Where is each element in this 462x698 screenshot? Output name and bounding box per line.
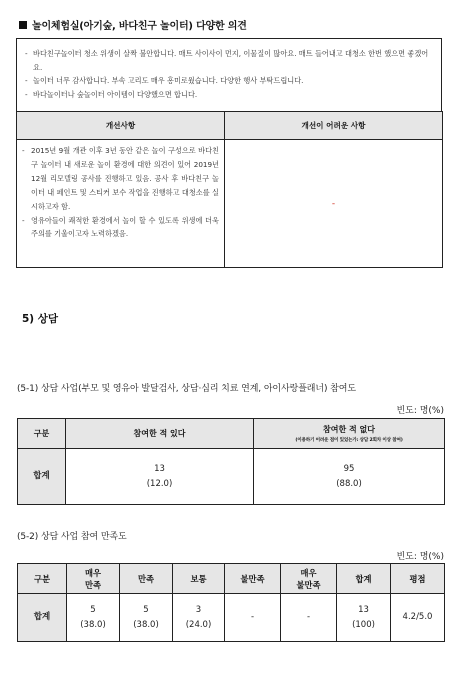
- very-satisfied-header: 매우 만족: [67, 564, 120, 594]
- note-item: - 놀이터 너무 감사합니다. 부속 고리도 매우 흥미로웠습니다. 다양한 행사 부탁드립니다.: [25, 76, 304, 86]
- consult-heading: 5) 상담: [22, 313, 59, 325]
- q2-title: (5-2) 상담 사업 참여 만족도: [17, 532, 127, 542]
- neutral-header: 보통: [173, 564, 225, 594]
- very-dissatisfied-header: 매우 불만족: [281, 564, 337, 594]
- black-square-bullet-icon: [19, 21, 27, 29]
- score-value: 4.2/5.0: [391, 594, 445, 642]
- category-header: 구분: [18, 564, 67, 594]
- dissatisfied-value: -: [225, 594, 281, 642]
- section-title: [19, 17, 247, 32]
- total-row-label: 합계: [18, 594, 67, 642]
- very-dissatisfied-value: -: [281, 594, 337, 642]
- total-value: 13 (100): [337, 594, 391, 642]
- difficult-header: 개선이 어려운 사항: [225, 112, 443, 140]
- improvement-item: - 영유아들이 쾌적한 환경에서 놀이 할 수 있도록 위생에 더욱 주의를 기울이고자 노력하겠음.: [22, 215, 219, 239]
- participated-value: 13 (12.0): [66, 449, 254, 505]
- improvement-cell: [17, 140, 225, 268]
- note-item: - 바다친구놀이터 청소 위생이 살짝 불안합니다. 매트 사이사이 먼지, 이물질이 많아요. 매트 들어내고 대청소 한번 했으면 좋겠어요.: [25, 49, 429, 72]
- improvement-header: 개선사항: [17, 112, 225, 140]
- improvement-item: - 2015년 9월 개관 이후 3년 동안 같은 놀이 구성으로 바다친구 놀이터 내 새로운 놀이 환경에 대한 의견이 있어 2019년 12월 리모델링 공사를 진행하고 있음. 공사 후 바다친구 놀이터 내 페인트 및 스티커 보수 작업을 진행하고 대청소를 실시하고자 함.: [22, 146, 219, 211]
- neutral-value: 3 (24.0): [173, 594, 225, 642]
- dissatisfied-header: 불만족: [225, 564, 281, 594]
- total-row-label: 합계: [18, 449, 66, 505]
- section-title-text: 놀이체험실(아기숲, 바다친구 놀이터) 다양한 의견: [32, 21, 247, 32]
- satisfied-header: 만족: [120, 564, 173, 594]
- not-participated-value: 95 (88.0): [254, 449, 445, 505]
- q1-title: (5-1) 상담 사업(부모 및 영유아 발달검사, 상담·심리 치료 연계, 아이사랑플래너) 참여도: [17, 384, 356, 394]
- score-header: 평점: [391, 564, 445, 594]
- not-participated-note: (이용하기 어려운 점이 있었는가: 상담 2회차 이상 참여): [295, 438, 403, 443]
- category-header: 구분: [18, 419, 66, 449]
- not-participated-header: 참여한 적 없다 (이용하기 어려운 점이 있었는가: 상담 2회차 이상 참여): [254, 419, 445, 449]
- improvement-table: [16, 111, 443, 268]
- opinion-notes-box: [16, 38, 442, 111]
- participated-header: 참여한 적 있다: [66, 419, 254, 449]
- participation-table: [17, 418, 445, 505]
- very-satisfied-value: 5 (38.0): [67, 594, 120, 642]
- satisfaction-table: [17, 563, 445, 642]
- q2-unit: 빈도: 명(%): [396, 552, 444, 562]
- q1-unit: 빈도: 명(%): [396, 406, 444, 416]
- satisfied-value: 5 (38.0): [120, 594, 173, 642]
- note-item: - 바다놀이터나 숲놀이터 아이템이 다양했으면 합니다.: [25, 89, 198, 99]
- difficult-cell: -: [225, 140, 443, 268]
- total-header: 합계: [337, 564, 391, 594]
